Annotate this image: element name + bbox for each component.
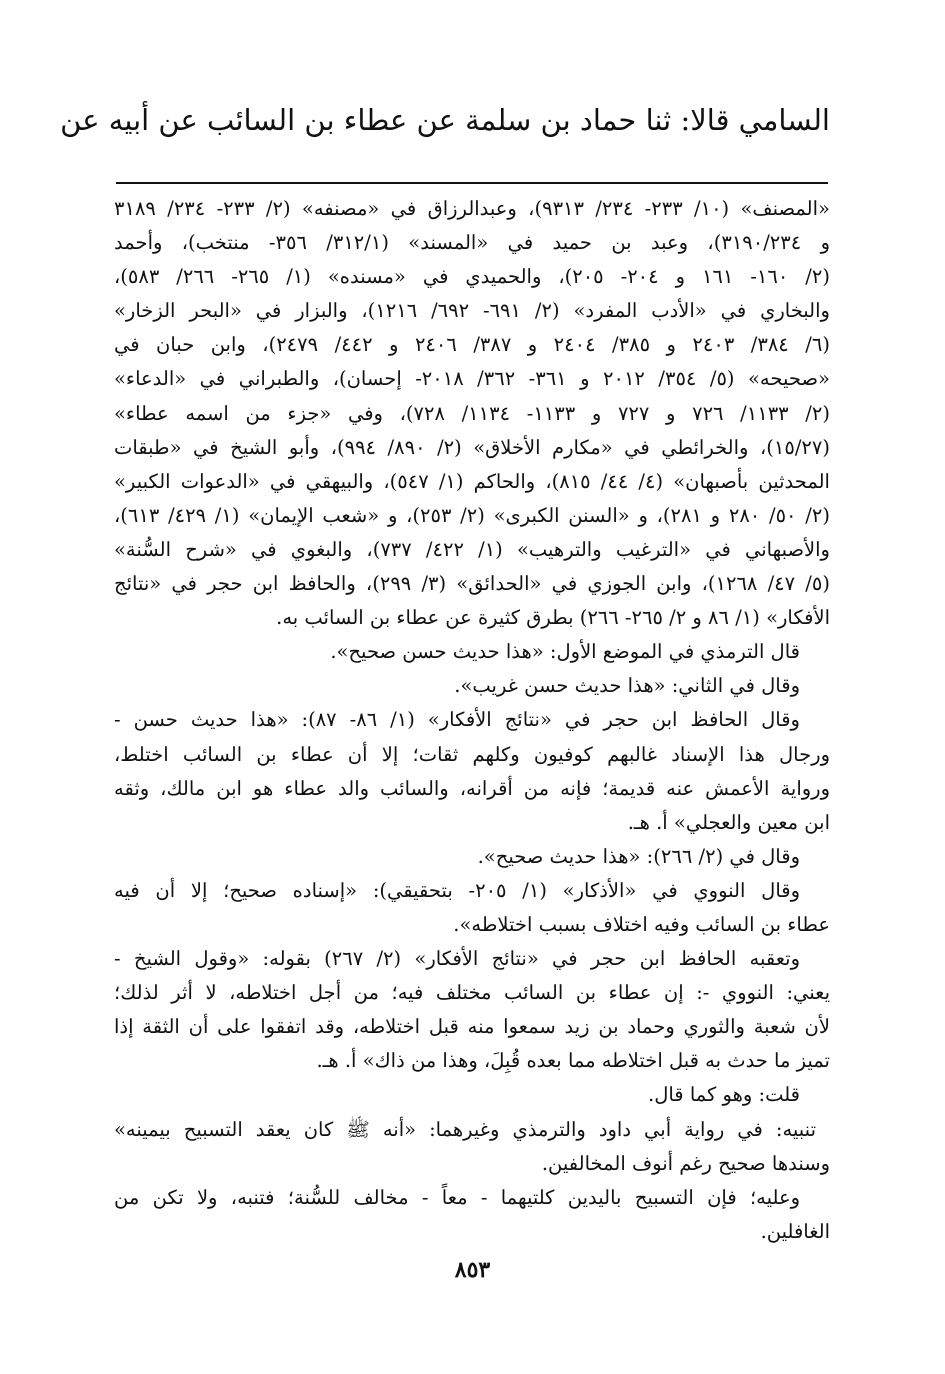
footnote-line: والأصبهاني في «الترغيب والترهيب» (١/ ٤٢٢/ ٧٣٧)، والبغوي في «شرح السُّنة» — [114, 537, 830, 561]
footnote-line: لأن شعبة والثوري وحماد بن زيد سمعوا منه قبل اختلاطه، وقد اتفقوا على أن الثقة إذا — [114, 1015, 830, 1039]
footnote-line: ورواية الأعمش عنه قديمة؛ فإنه من أقرانه، والسائب والد عطاء هو ابن مالك، وثقه — [114, 776, 830, 800]
main-text-line: السامي قالا: ثنا حماد بن سلمة عن عطاء بن السائب عن أبيه عن — [60, 103, 830, 137]
footnote-line: يعني: النووي -: إن عطاء بن السائب مختلف فيه؛ من أجل اختلاطه، لا أثر لذلك؛ — [114, 981, 830, 1005]
footnote-line: وسندها صحيح رغم أنوف المخالفين. — [541, 1151, 830, 1175]
footnote-line: (١٥/٢٧)، والخرائطي في «مكارم الأخلاق» (٢/ ٨٩٠/ ٩٩٤)، وأبو الشيخ في «طبقات — [114, 435, 830, 459]
footnote-line: وعليه؛ فإن التسبيح باليدين كلتيهما - معاً - مخالف للسُّنة؛ فتنبه، ولا تكن من — [114, 1185, 800, 1209]
footnote-line: ورجال هذا الإسناد غالبهم كوفيون وكلهم ثقات؛ إلا أن عطاء بن السائب اختلط، — [114, 742, 830, 766]
footnotes-block — [114, 192, 830, 1249]
footnote-line: وقال في (٢/ ٢٦٦): «هذا حديث صحيح». — [477, 844, 800, 868]
footnote-line: تميز ما حدث به قبل اختلاطه مما بعده قُبِلَ، وهذا من ذاك» أ. هـ. — [316, 1049, 830, 1073]
footnote-line: «المصنف» (١٠/ ٢٣٣- ٢٣٤/ ٩٣١٣)، وعبدالرزاق في «مصنفه» (٢/ ٢٣٣- ٢٣٤/ ٣١٨٩ — [114, 197, 830, 220]
footnote-line: و ٣١٩٠/٢٣٤)، وعبد بن حميد في «المسند» (٣١٢/١/ ٣٥٦- منتخب)، وأحمد — [114, 231, 830, 255]
footnote-line: قلت: وهو كما قال. — [648, 1083, 800, 1107]
footnote-line: والبخاري في «الأدب المفرد» (٢/ ٦٩١- ٦٩٢/ ١٢١٦)، والبزار في «البحر الزخار» — [114, 299, 830, 323]
footnote-line: قال الترمذي في الموضع الأول: «هذا حديث حسن صحيح». — [330, 640, 800, 664]
footnote-line: «صحيحه» (٥/ ٣٥٤/ ٢٠١٢ و ٣٦١- ٣٦٢/ ٢٠١٨- إحسان)، والطبراني في «الدعاء» — [114, 367, 830, 391]
footnote-line: وقال النووي في «الأذكار» (١/ ٢٠٥- بتحقيقي): «إسناده صحيح؛ إلا أن فيه — [114, 878, 800, 902]
footnote-line: الأفكار» (١/ ٨٦ و ٢/ ٢٦٥- ٢٦٦) بطرق كثيرة عن عطاء بن السائب به. — [276, 606, 830, 630]
footnote-line: (٢/ ٥٠/ ٢٨٠ و ٢٨١)، و «السنن الكبرى» (٢/ ٢٥٣)، و «شعب الإيمان» (١/ ٤٢٩/ ٦١٣)، — [114, 503, 830, 527]
footnote-line: (٢/ ١٦٠- ١٦١ و ٢٠٤- ٢٠٥)، والحميدي في «مسنده» (١/ ٢٦٥- ٢٦٦/ ٥٨٣)، — [114, 265, 830, 289]
footnote-line: ابن معين والعجلي» أ. هـ. — [627, 810, 830, 834]
page-number: ٨٥٣ — [454, 1257, 491, 1283]
footnote-line: وتعقبه الحافظ ابن حجر في «نتائج الأفكار» (٢/ ٢٦٧) بقوله: «وقول الشيخ - — [114, 947, 800, 971]
footnote-line: عطاء بن السائب وفيه اختلاف بسبب اختلاطه». — [453, 912, 830, 936]
footnote-separator — [116, 182, 828, 184]
footnote-line: الغافلين. — [760, 1219, 830, 1243]
footnote-line: (٦/ ٣٨٤/ ٢٤٠٣ و ٣٨٥/ ٢٤٠٤ و ٣٨٧/ ٢٤٠٦ و ٤٤٢/ ٢٤٧٩)، وابن حبان في — [114, 333, 830, 357]
footnote-line: تنبيه: في رواية أبي داود والترمذي وغيرهما: «أنه ﷺ كان يعقد التسبيح بيمينه» — [114, 1117, 816, 1141]
footnote-line: المحدثين بأصبهان» (٤/ ٤٤/ ٨١٥)، والحاكم (١/ ٥٤٧)، والبيهقي في «الدعوات الكبير» — [114, 469, 830, 493]
footnote-line: (٢/ ١١٣٣/ ٧٢٦ و ٧٢٧ و ١١٣٣- ١١٣٤/ ٧٢٨)، وفي «جزء من اسمه عطاء» — [114, 401, 830, 425]
footnote-line: وقال في الثاني: «هذا حديث حسن غريب». — [454, 674, 800, 698]
footnote-line: (٥/ ٤٧/ ١٢٦٨)، وابن الجوزي في «الحدائق» (٣/ ٢٩٩)، والحافظ ابن حجر في «نتائج — [114, 572, 830, 596]
footnote-line: وقال الحافظ ابن حجر في «نتائج الأفكار» (١/ ٨٦- ٨٧): «هذا حديث حسن - — [114, 708, 800, 732]
